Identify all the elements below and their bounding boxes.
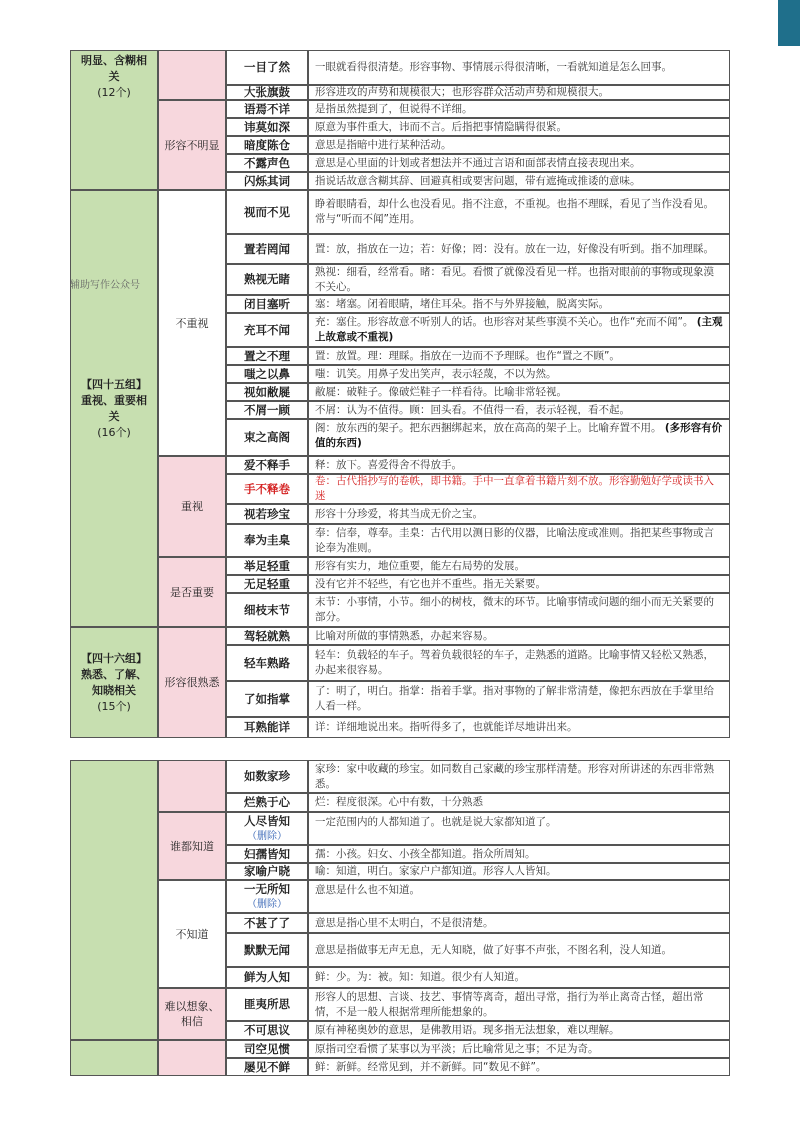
term-cell xyxy=(226,347,308,365)
definition-text: 轻车：负载轻的车子。驾着负载很轻的车子，走熟悉的道路。比喻事情又轻松又熟悉，办起来很容易。 xyxy=(315,649,714,676)
term-cell xyxy=(226,880,308,913)
term-text: 轻车熟路 xyxy=(244,655,290,670)
corner-tab xyxy=(778,0,800,46)
group-46-line3: 知晓相关 xyxy=(92,683,136,697)
term-cell xyxy=(226,85,308,100)
term-text: 语焉不详 xyxy=(244,101,290,116)
delete-note: （删除） xyxy=(247,830,287,842)
definition-cell xyxy=(308,760,730,793)
term-text: 如数家珍 xyxy=(244,769,290,783)
definition-cell xyxy=(308,645,730,681)
category-zhongshi: 重视 xyxy=(158,456,226,557)
term-cell xyxy=(226,234,308,264)
term-cell xyxy=(226,190,308,234)
term-cell xyxy=(226,383,308,401)
term-text: 大张旗鼓 xyxy=(244,85,290,99)
term-text: 匪夷所思 xyxy=(244,997,290,1011)
term-text: 视如敝屣 xyxy=(244,384,290,399)
term-text: 闪烁其词 xyxy=(244,173,290,188)
term-text: 闭目塞听 xyxy=(244,296,290,311)
term-text: 一目了然 xyxy=(244,60,290,74)
watermark: 辅助写作公众号 xyxy=(70,280,140,291)
term-cell xyxy=(226,863,308,880)
term-text: 不屑一顾 xyxy=(244,402,290,417)
delete-note: （删除） xyxy=(247,898,287,910)
definition-cell xyxy=(308,100,730,118)
term-text: 视若珍宝 xyxy=(244,506,290,521)
definition-text: 嗤：讥笑。用鼻子发出笑声，表示轻蔑，不以为然。 xyxy=(315,367,557,380)
definition-cell xyxy=(308,593,730,627)
term-text: 不甚了了 xyxy=(244,915,290,930)
term-text: 束之高阁 xyxy=(244,430,290,444)
term-text: 举足轻重 xyxy=(244,558,290,573)
definition-note: (主观上故意或不重视) xyxy=(315,316,723,343)
definition-cell xyxy=(308,575,730,593)
category-nanyi: 难以想象、相信 xyxy=(158,988,226,1040)
definition-text: 比喻对所做的事情熟悉，办起来容易。 xyxy=(315,629,494,642)
definition-text: 奉：信奉，尊奉。圭臬：古代用以测日影的仪器，比喻法度或准则。指把某些事物或言论奉为准则。 xyxy=(315,526,714,554)
definition-cell xyxy=(308,1058,730,1076)
term-cell xyxy=(226,100,308,118)
term-text: 充耳不闻 xyxy=(244,322,290,337)
definition-text: 喻：知道，明白。家家户户都知道。形容人人皆知。 xyxy=(315,865,557,877)
definition-text: 意思是心里面的计划或者想法并不通过言语和面部表情直接表现出来。 xyxy=(315,156,641,169)
definition-text: 孺：小孩。妇女、小孩全都知道。指众所周知。 xyxy=(315,847,536,860)
term-cell xyxy=(226,154,308,172)
definition-text: 熟视：细看，经常看。睹：看见。看惯了就像没看见一样。也指对眼前的事物或现象漠不关心。 xyxy=(315,265,714,293)
term-text: 妇孺皆知 xyxy=(244,846,290,861)
definition-cell xyxy=(308,313,730,347)
definition-cell xyxy=(308,190,730,234)
definition-text: 意思是指暗中进行某种活动。 xyxy=(315,138,452,151)
definition-cell xyxy=(308,295,730,313)
term-cell xyxy=(226,681,308,717)
term-cell xyxy=(226,313,308,347)
group-44-line1: 明显、含糊相 xyxy=(81,54,147,67)
term-cell xyxy=(226,524,308,557)
term-cell xyxy=(226,845,308,863)
definition-text: 鲜：少。为：被。知：知道。很少有人知道。 xyxy=(315,971,525,983)
definition-cell xyxy=(308,365,730,383)
term-text: 家喻户晓 xyxy=(244,864,290,878)
definition-cell xyxy=(308,933,730,967)
group-46-count: (15个) xyxy=(97,699,131,713)
definition-cell xyxy=(308,845,730,863)
definition-text: 是指虽然提到了，但说得不详细。 xyxy=(315,102,473,115)
definition-cell xyxy=(308,456,730,474)
definition-text: 充：塞住。形容故意不听别人的话。也形容对某些事漠不关心。也作“充而不闻”。 xyxy=(315,316,694,328)
group-46-line2: 熟悉、了解、 xyxy=(81,667,147,681)
term-text: 爱不释手 xyxy=(244,457,290,472)
term-cell xyxy=(226,717,308,738)
definition-text: 敝屣：破鞋子。像破烂鞋子一样看待。比喻非常轻视。 xyxy=(315,385,567,398)
term-text: 无足轻重 xyxy=(244,576,290,591)
definition-text: 指说话故意含糊其辞、回避真相或要害问题，带有遮掩或推诿的意味。 xyxy=(315,174,641,187)
definition-cell xyxy=(308,880,730,913)
term-cell xyxy=(226,50,308,85)
term-cell xyxy=(226,933,308,967)
term-cell xyxy=(226,1058,308,1076)
definition-cell xyxy=(308,136,730,154)
definition-cell xyxy=(308,812,730,845)
definition-text: 末节：小事情，小节。细小的树枝，微末的环节。比喻事情或问题的细小而无关紧要的部分。 xyxy=(315,596,714,623)
group-44-count: (12个) xyxy=(97,86,131,99)
definition-text: 原意为事件重大，讳而不言。后指把事情隐瞒得很紧。 xyxy=(315,120,567,133)
definition-cell xyxy=(308,172,730,190)
definition-text: 置：放，指放在一边；若：好像；罔：没有。放在一边，好像没有听到。指不加理睬。 xyxy=(315,242,714,255)
definition-cell xyxy=(308,681,730,717)
definition-cell xyxy=(308,347,730,365)
term-text: 讳莫如深 xyxy=(244,119,290,134)
definition-cell xyxy=(308,85,730,100)
definition-text: 没有它并不轻些，有它也并不重些。指无关紧要。 xyxy=(315,577,546,590)
group-46-cell xyxy=(70,627,158,738)
term-cell xyxy=(226,812,308,845)
term-text: 屡见不鲜 xyxy=(244,1059,290,1074)
term-cell xyxy=(226,913,308,933)
group-47-cell xyxy=(70,1040,158,1076)
term-cell xyxy=(226,474,308,504)
page-gap xyxy=(0,738,800,760)
term-cell xyxy=(226,627,308,645)
definition-cell xyxy=(308,1040,730,1058)
term-cell xyxy=(226,967,308,988)
definition-text: 睁着眼睛看，却什么也没看见。指不注意，不重视。也指不理睬，看见了当作没看见。常与“听而不闻”连用。 xyxy=(315,198,714,225)
definition-text: 形容十分珍爱，将其当成无价之宝。 xyxy=(315,507,483,520)
term-cell xyxy=(226,988,308,1021)
definition-text: 形容有实力，地位重要，能左右局势的发展。 xyxy=(315,559,525,572)
group-46-continued-cell xyxy=(70,760,158,1040)
definition-cell xyxy=(308,50,730,85)
term-text: 细枝末节 xyxy=(244,602,290,617)
definition-text: 不屑：认为不值得。顾：回头看。不值得一看，表示轻视，看不起。 xyxy=(315,403,630,416)
term-cell xyxy=(226,172,308,190)
term-cell xyxy=(226,136,308,154)
term-text: 人尽皆知 xyxy=(244,813,290,828)
group-45-line1: 【四十五组】 xyxy=(81,377,147,391)
term-text: 置若罔闻 xyxy=(244,241,290,256)
category-buzhidao: 不知道 xyxy=(158,880,226,988)
term-cell xyxy=(226,264,308,295)
definition-text: 一眼就看得很清楚。形容事物、事情展示得很清晰，一看就知道是怎么回事。 xyxy=(315,61,672,73)
definition-cell xyxy=(308,627,730,645)
definition-cell xyxy=(308,793,730,812)
term-cell xyxy=(226,504,308,524)
definition-text: 释：放下。喜爱得舍不得放手。 xyxy=(315,458,462,471)
definition-cell xyxy=(308,557,730,575)
term-cell xyxy=(226,1040,308,1058)
term-cell xyxy=(226,365,308,383)
definition-text: 形容人的思想、言谈、技艺、事情等离奇，超出寻常，指行为举止离奇古怪，超出常情，不是一般人根据常理所能想象的。 xyxy=(315,990,704,1018)
definition-cell xyxy=(308,401,730,419)
group-44-cell xyxy=(70,50,158,190)
term-text: 了如指掌 xyxy=(244,691,290,706)
term-text: 不露声色 xyxy=(244,155,290,170)
term-cell xyxy=(226,295,308,313)
group-45-line3: 关 xyxy=(108,409,120,423)
definition-text: 一定范围内的人都知道了。也就是说大家都知道了。 xyxy=(315,816,557,828)
group-45-cell xyxy=(70,190,158,627)
term-text: 手不释卷 xyxy=(244,481,290,496)
term-cell xyxy=(226,401,308,419)
term-text: 烂熟于心 xyxy=(244,795,290,809)
term-cell xyxy=(226,645,308,681)
definition-cell xyxy=(308,474,730,504)
definition-cell xyxy=(308,504,730,524)
category-cell-next xyxy=(158,1040,226,1076)
term-cell xyxy=(226,557,308,575)
definition-text: 鲜：新鲜。经常见到，并不新鲜。同“数见不鲜”。 xyxy=(315,1060,547,1073)
term-cell xyxy=(226,419,308,456)
term-text: 奉为圭臬 xyxy=(244,533,290,547)
definition-cell xyxy=(308,154,730,172)
term-cell xyxy=(226,118,308,136)
category-shuidouzhi: 谁都知道 xyxy=(158,812,226,880)
category-cell-continued xyxy=(158,760,226,812)
term-cell xyxy=(226,793,308,812)
definition-cell xyxy=(308,264,730,295)
definition-cell xyxy=(308,913,730,933)
definition-cell xyxy=(308,234,730,264)
term-text: 默默无闻 xyxy=(244,942,290,957)
category-cell-top-blank xyxy=(158,50,226,100)
category-buming: 形容不明显 xyxy=(158,100,226,190)
definition-text: 置：放置。理：理睬。指放在一边而不予理睬。也作“置之不顾”。 xyxy=(315,349,620,362)
group-45-count: (16个) xyxy=(97,425,131,439)
definition-text: 形容进攻的声势和规模很大；也形容群众活动声势和规模很大。 xyxy=(315,86,609,98)
definition-cell xyxy=(308,383,730,401)
term-text: 不可思议 xyxy=(244,1023,290,1037)
definition-cell xyxy=(308,967,730,988)
term-cell xyxy=(226,456,308,474)
definition-text: 了：明了，明白。指掌：指着手掌。指对事物的了解非常清楚，像把东西放在手掌里给人看一样。 xyxy=(315,685,714,712)
term-text: 鲜为人知 xyxy=(244,970,290,984)
definition-text: 卷：古代指抄写的卷帙，即书籍。手中一直拿着书籍片刻不放。形容勤勉好学或读书入迷 xyxy=(315,475,714,502)
category-buzhongshi: 不重视 xyxy=(158,190,226,456)
definition-text: 原有神秘奥妙的意思，是佛教用语。现多指无法想象，难以理解。 xyxy=(315,1024,620,1036)
definition-cell xyxy=(308,118,730,136)
definition-text: 详：详细地说出来。指听得多了，也就能详尽地讲出来。 xyxy=(315,721,578,733)
group-44-line2: 关 xyxy=(108,70,120,83)
term-text: 一无所知 xyxy=(244,881,290,896)
term-text: 嗤之以鼻 xyxy=(244,366,290,381)
definition-text: 家珍：家中收藏的珍宝。如同数自己家藏的珍宝那样清楚。形容对所讲述的东西非常熟悉。 xyxy=(315,762,714,790)
definition-text: 意思是什么也不知道。 xyxy=(315,884,420,896)
term-text: 视而不见 xyxy=(244,204,290,219)
definition-cell xyxy=(308,419,730,456)
term-text: 熟视无睹 xyxy=(244,272,290,286)
term-text: 驾轻就熟 xyxy=(244,628,290,643)
term-text: 司空见惯 xyxy=(244,1041,290,1056)
category-henshuxi: 形容很熟悉 xyxy=(158,627,226,738)
definition-text: 意思是指做事无声无息，无人知晓，做了好事不声张，不图名利，没人知道。 xyxy=(315,943,672,956)
group-46-line1: 【四十六组】 xyxy=(81,651,147,665)
definition-text: 意思是指心里不太明白，不是很清楚。 xyxy=(315,916,494,929)
term-text: 置之不理 xyxy=(244,348,290,363)
term-cell xyxy=(226,1021,308,1040)
definition-cell xyxy=(308,524,730,557)
term-cell xyxy=(226,593,308,627)
definition-cell xyxy=(308,717,730,738)
term-text: 暗度陈仓 xyxy=(244,137,290,152)
definition-text: 原指司空看惯了某事以为平淡；后比喻常见之事；不足为奇。 xyxy=(315,1042,599,1055)
definition-text: 烂：程度很深。心中有数，十分熟悉 xyxy=(315,796,483,808)
definition-note: (多形容有价值的东西) xyxy=(315,422,723,449)
group-45-line2: 重视、重要相 xyxy=(81,393,147,407)
definition-text: 阁：放东西的架子。把东西捆绑起来，放在高高的架子上。比喻弃置不用。 xyxy=(315,422,662,434)
term-text: 耳熟能详 xyxy=(244,720,290,734)
category-shifou: 是否重要 xyxy=(158,557,226,627)
term-cell xyxy=(226,575,308,593)
definition-cell xyxy=(308,863,730,880)
definition-cell xyxy=(308,1021,730,1040)
definition-text: 塞：堵塞。闭着眼睛，堵住耳朵。指不与外界接触，脱离实际。 xyxy=(315,297,609,310)
definition-cell xyxy=(308,988,730,1021)
term-cell xyxy=(226,760,308,793)
